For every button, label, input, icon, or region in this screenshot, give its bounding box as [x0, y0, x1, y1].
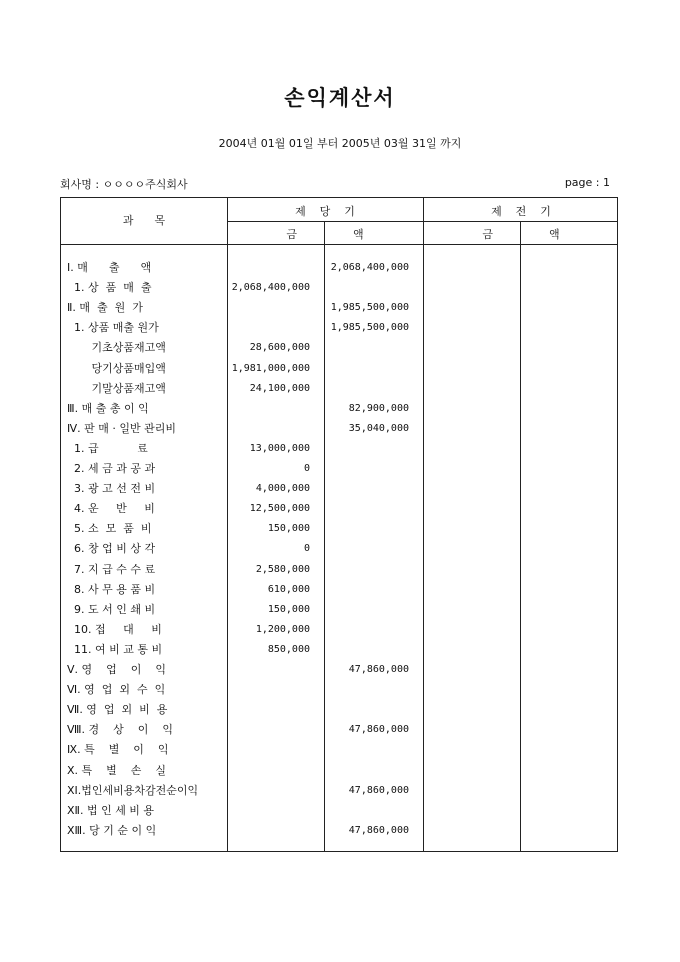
table-row — [61, 539, 619, 559]
row-total-amount: 1,985,500,000 — [330, 302, 409, 314]
table-row — [61, 439, 619, 459]
table-row — [61, 459, 619, 479]
row-label: 당기상품매입액 — [67, 361, 166, 375]
table-row — [61, 740, 619, 760]
header-amount-current: 금 액 — [286, 228, 364, 241]
row-label: Ⅹ. 특 별 손 실 — [67, 763, 166, 777]
row-label: ⅩⅡ. 법 인 세 비 용 — [67, 803, 155, 817]
row-label: 5. 소 모 품 비 — [67, 522, 152, 536]
row-label: 기말상품재고액 — [67, 381, 166, 395]
table-row — [61, 640, 619, 660]
row-label: 7. 지 급 수 수 료 — [67, 562, 156, 576]
row-detail-amount: 24,100,000 — [249, 382, 310, 394]
header-bottom-line — [61, 244, 618, 245]
table-row — [61, 318, 619, 338]
table-row — [61, 821, 619, 841]
table-row — [61, 801, 619, 821]
table-row — [61, 620, 619, 640]
row-label: 10. 접 대 비 — [67, 622, 162, 636]
row-label: 11. 여 비 교 통 비 — [67, 642, 163, 656]
row-detail-amount: 2,068,400,000 — [231, 282, 310, 294]
row-label: 8. 사 무 용 품 비 — [67, 582, 156, 596]
row-label: Ⅴ. 영 업 이 익 — [67, 663, 166, 676]
company-name: 회사명 : ㅇㅇㅇㅇ주식회사 — [60, 178, 188, 191]
table-row — [61, 519, 619, 539]
table-row — [61, 580, 619, 600]
header-subject: 과 목 — [122, 214, 166, 227]
table-row — [61, 720, 619, 740]
table-row — [61, 379, 619, 399]
row-total-amount: 1,985,500,000 — [330, 322, 409, 334]
row-detail-amount: 4,000,000 — [255, 483, 310, 495]
page-number: page : 1 — [564, 176, 610, 189]
row-label: 9. 도 서 인 쇄 비 — [67, 602, 156, 616]
row-detail-amount: 0 — [303, 463, 310, 474]
row-label: ⅩⅢ. 당 기 순 이 익 — [67, 823, 157, 837]
income-statement-table — [60, 197, 618, 852]
header-previous-period: 제 전 기 — [491, 205, 551, 218]
row-label: Ⅵ. 영 업 외 수 익 — [67, 683, 166, 697]
row-total-amount: 47,860,000 — [348, 724, 409, 736]
row-label: 1. 급 료 — [67, 441, 148, 455]
row-detail-amount: 1,981,000,000 — [231, 362, 310, 374]
row-total-amount: 47,860,000 — [348, 664, 409, 675]
row-detail-amount: 150,000 — [267, 523, 310, 535]
row-detail-amount: 12,500,000 — [249, 503, 310, 515]
header-amount-previous: 금 액 — [482, 228, 560, 241]
row-label: ⅩⅠ.법인세비용차감전순이익 — [67, 783, 199, 797]
row-detail-amount: 0 — [303, 543, 310, 555]
table-row — [61, 338, 619, 358]
row-total-amount: 47,860,000 — [348, 824, 409, 836]
row-total-amount: 2,068,400,000 — [330, 262, 409, 273]
header-mid-line — [227, 221, 618, 222]
row-detail-amount: 28,600,000 — [249, 342, 310, 354]
row-detail-amount: 1,200,000 — [255, 623, 310, 635]
row-label: Ⅸ. 특 별 이 익 — [67, 743, 169, 757]
table-row — [61, 560, 619, 580]
row-detail-amount: 610,000 — [267, 583, 310, 595]
row-label: Ⅱ. 매 출 원 가 — [67, 301, 143, 315]
document-title: 손익계산서 — [284, 85, 396, 110]
table-row — [61, 680, 619, 700]
table-row — [61, 499, 619, 519]
row-detail-amount: 13,000,000 — [249, 442, 310, 454]
table-row — [61, 479, 619, 499]
table-row — [61, 298, 619, 318]
table-row — [61, 781, 619, 801]
header-current-period: 제 당 기 — [295, 205, 355, 218]
row-label: 기초상품재고액 — [67, 341, 166, 355]
row-label: Ⅷ. 경 상 이 익 — [67, 723, 173, 737]
row-label: Ⅰ. 매 출 액 — [67, 261, 152, 274]
table-row — [61, 399, 619, 419]
row-label: 4. 운 반 비 — [67, 502, 155, 516]
table-row — [61, 258, 619, 278]
row-detail-amount: 2,580,000 — [255, 563, 310, 575]
table-row — [61, 660, 619, 680]
row-total-amount: 82,900,000 — [348, 402, 409, 414]
table-row — [61, 600, 619, 620]
table-row — [61, 419, 619, 439]
row-total-amount: 35,040,000 — [348, 422, 409, 434]
row-label: Ⅳ. 판 매 · 일반 관리비 — [67, 421, 177, 435]
table-row — [61, 761, 619, 781]
table-row — [61, 700, 619, 720]
table-row — [61, 359, 619, 379]
row-label: 6. 창 업 비 상 각 — [67, 542, 156, 556]
report-period: 2004년 01월 01일 부터 2005년 03월 31일 까지 — [218, 137, 462, 150]
row-label: 1. 상 품 매 출 — [67, 281, 152, 295]
row-detail-amount: 150,000 — [267, 603, 310, 615]
row-label: Ⅲ. 매 출 총 이 익 — [67, 401, 149, 415]
row-label: 3. 광 고 선 전 비 — [67, 482, 156, 496]
row-label: 2. 세 금 과 공 과 — [67, 462, 156, 475]
row-label: 1. 상품 매출 원가 — [67, 321, 159, 335]
row-detail-amount: 850,000 — [267, 643, 310, 655]
table-row — [61, 278, 619, 298]
row-label: Ⅶ. 영 업 외 비 용 — [67, 703, 168, 717]
row-total-amount: 47,860,000 — [348, 784, 409, 796]
